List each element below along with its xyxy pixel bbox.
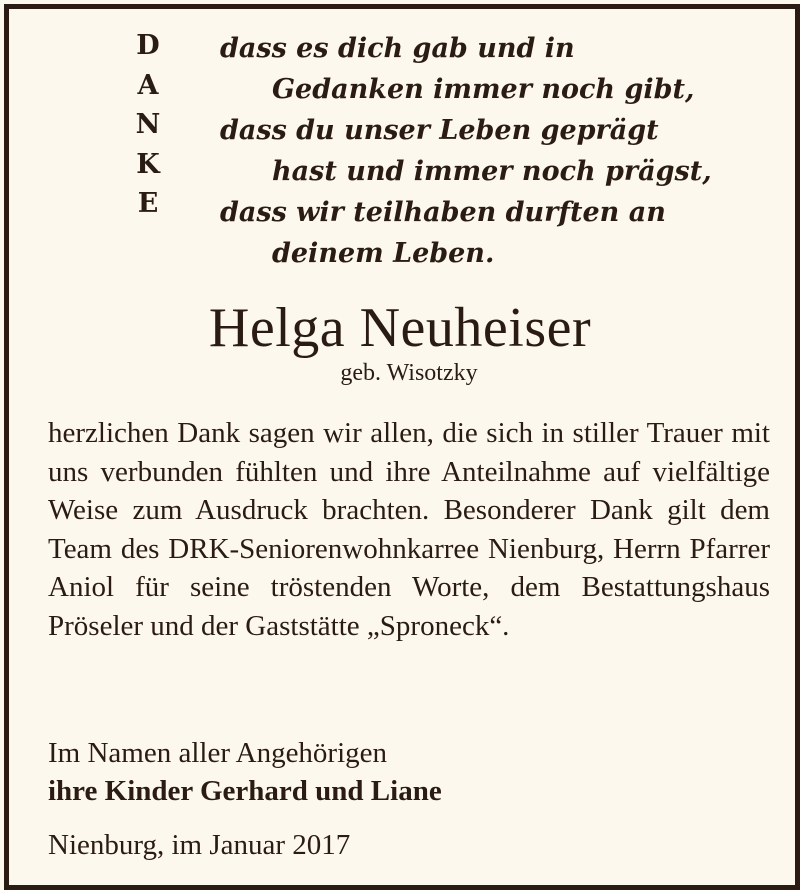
poem-line: hast und immer noch prägst,: [272, 156, 712, 187]
poem-line: dass es dich gab und in: [220, 33, 575, 64]
poem-line: dass du unser Leben geprägt: [220, 115, 659, 146]
signature-names: ihre Kinder Gerhard und Liane: [48, 775, 442, 807]
poem-line: Gedanken immer noch gibt,: [272, 74, 695, 105]
acrostic-letter-k: K: [136, 148, 160, 180]
poem-line: deinem Leben.: [272, 238, 495, 269]
acrostic-letter-a: A: [137, 69, 159, 101]
signature-line: Im Namen aller Angehörigen: [48, 737, 388, 769]
thank-you-poem: [220, 28, 740, 274]
acrostic-letter-d: D: [136, 30, 160, 61]
message-paragraph: herzlichen Dank sagen wir allen, die sich in stiller Trauer mit uns verbunden fühlten und ihre Anteilnahme auf vielfältige Weise zum Ausdruck brachten. Besonderer Dank gilt dem Team des DRK-Seniorenwohnkarree Nienburg, Herrn Pfarrer Aniol für seine tröstenden Worte, dem Bestattungshaus Pröseler und der Gaststätte „Sproneck“.: [48, 417, 770, 642]
danke-acrostic: [128, 32, 168, 230]
deceased-name: Helga Neuheiser: [208, 297, 592, 359]
acrostic-letter-n: N: [135, 109, 161, 140]
acrostic-letter-e: E: [137, 188, 159, 219]
thank-you-message: [48, 414, 770, 645]
place-and-date: Nienburg, im Januar 2017: [48, 829, 351, 861]
signature-block: [48, 734, 770, 810]
maiden-name: geb. Wisotzky: [340, 360, 478, 386]
poem-line: dass wir teilhaben durften an: [220, 197, 666, 228]
